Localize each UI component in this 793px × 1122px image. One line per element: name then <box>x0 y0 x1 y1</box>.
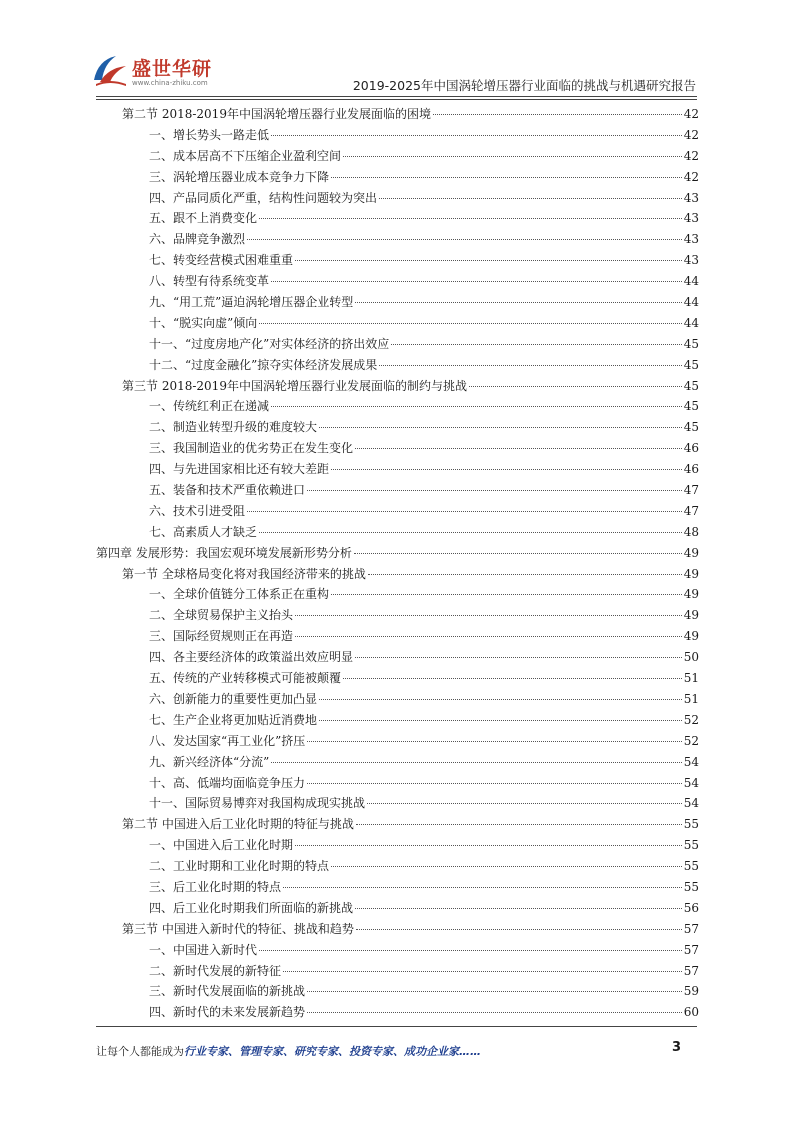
toc-entry[interactable] <box>96 355 699 376</box>
toc-entry[interactable] <box>96 689 699 710</box>
toc-dot-leader <box>367 803 682 804</box>
toc-dot-leader <box>356 824 682 825</box>
toc-entry-title: 一、中国进入后工业化时期 <box>149 838 294 853</box>
toc-entry[interactable] <box>96 104 699 125</box>
toc-entry-title: 四、后工业化时期我们所面临的新挑战 <box>149 900 354 915</box>
toc-entry-title: 一、增长势头一路走低 <box>149 127 270 142</box>
toc-dot-leader <box>355 908 682 909</box>
toc-entry-title: 四、产品同质化严重，结构性问题较为突出 <box>149 190 378 205</box>
toc-dot-leader <box>391 344 681 345</box>
footer-slogan-emphasis: 行业专家、管理专家、研究专家、投资专家、成功企业家…… <box>184 1045 481 1058</box>
toc-entry-page: 46 <box>683 441 699 456</box>
toc-entry-page: 57 <box>683 963 699 978</box>
toc-entry-title: 八、发达国家“再工业化”挤压 <box>149 733 306 748</box>
toc-entry-page: 55 <box>683 838 699 853</box>
toc-entry-title: 六、技术引进受阻 <box>149 503 246 518</box>
toc-dot-leader <box>331 594 682 595</box>
toc-dot-leader <box>355 657 682 658</box>
toc-entry-page: 45 <box>683 336 699 351</box>
toc-entry-page: 49 <box>683 545 699 560</box>
toc-entry-page: 43 <box>683 253 699 268</box>
toc-entry-page: 44 <box>683 295 699 310</box>
toc-entry-page: 54 <box>683 754 699 769</box>
toc-dot-leader <box>295 260 682 261</box>
toc-dot-leader <box>343 678 682 679</box>
toc-entry[interactable] <box>96 773 699 794</box>
toc-entry-page: 59 <box>683 984 699 999</box>
page-number: 3 <box>671 1040 681 1055</box>
toc-entry-title: 三、涡轮增压器业成本竞争力下降 <box>149 169 330 184</box>
toc-entry[interactable] <box>96 668 699 689</box>
toc-entry[interactable] <box>96 1002 699 1023</box>
toc-entry[interactable] <box>96 961 699 982</box>
toc-entry[interactable] <box>96 626 699 647</box>
toc-entry-page: 43 <box>683 232 699 247</box>
toc-entry[interactable] <box>96 480 699 501</box>
toc-dot-leader <box>356 929 682 930</box>
toc-dot-leader <box>355 448 682 449</box>
toc-entry-title: 一、传统红利正在递减 <box>149 399 270 414</box>
toc-dot-leader <box>259 950 682 951</box>
toc-dot-leader <box>271 762 681 763</box>
toc-entry-page: 43 <box>683 211 699 226</box>
toc-entry[interactable] <box>96 417 699 438</box>
toc-entry-title: 一、全球价值链分工体系正在重构 <box>149 587 330 602</box>
toc-entry[interactable] <box>96 752 699 773</box>
toc-entry[interactable] <box>96 605 699 626</box>
toc-dot-leader <box>307 783 682 784</box>
toc-entry-page: 44 <box>683 315 699 330</box>
toc-entry-title: 九、新兴经济体“分流” <box>149 754 270 769</box>
toc-entry-page: 48 <box>683 524 699 539</box>
toc-entry[interactable] <box>96 292 699 313</box>
toc-entry-title: 第三节 中国进入新时代的特征、挑战和趋势 <box>122 921 354 936</box>
toc-entry[interactable] <box>96 877 699 898</box>
toc-dot-leader <box>319 427 682 428</box>
toc-entry[interactable] <box>96 981 699 1002</box>
toc-entry-page: 49 <box>683 566 699 581</box>
toc-entry[interactable] <box>96 856 699 877</box>
toc-dot-leader <box>247 511 682 512</box>
toc-entry-title: 十、高、低端均面临竞争压力 <box>149 775 306 790</box>
toc-entry-title: 七、转变经营模式困难重重 <box>149 253 294 268</box>
toc-entry-page: 49 <box>683 608 699 623</box>
toc-entry[interactable] <box>96 647 699 668</box>
toc-entry[interactable] <box>96 501 699 522</box>
toc-entry-page: 55 <box>683 859 699 874</box>
toc-entry[interactable] <box>96 710 699 731</box>
toc-entry-title: 三、新时代发展面临的新挑战 <box>149 984 306 999</box>
toc-entry-title: 四、各主要经济体的政策溢出效应明显 <box>149 650 354 665</box>
toc-entry-title: 第二节 2018-2019年中国涡轮增压器行业发展面临的困境 <box>122 107 431 121</box>
toc-entry[interactable] <box>96 229 699 250</box>
page-header <box>0 0 793 110</box>
toc-entry-page: 49 <box>683 629 699 644</box>
toc-entry-title: 第二节 中国进入后工业化时期的特征与挑战 <box>122 817 354 832</box>
toc-entry[interactable] <box>96 459 699 480</box>
logo-url: www.china-zhiku.com <box>132 79 208 87</box>
toc-entry-page: 45 <box>683 399 699 414</box>
toc-entry-page: 57 <box>683 921 699 936</box>
company-logo <box>90 50 230 102</box>
toc-entry-page: 55 <box>683 879 699 894</box>
toc-dot-leader <box>379 365 681 366</box>
toc-entry[interactable] <box>96 814 699 835</box>
toc-entry-title: 六、品牌竞争激烈 <box>149 232 246 247</box>
toc-entry-page: 54 <box>683 796 699 811</box>
footer-slogan <box>96 1043 481 1059</box>
toc-entry-title: 第三节 2018-2019年中国涡轮增压器行业发展面临的制约与挑战 <box>122 378 467 393</box>
toc-dot-leader <box>379 198 682 199</box>
toc-entry-page: 51 <box>683 691 699 706</box>
toc-dot-leader <box>271 406 682 407</box>
toc-entry-title: 三、国际经贸规则正在再造 <box>149 629 294 644</box>
toc-entry[interactable] <box>96 731 699 752</box>
toc-dot-leader <box>271 135 682 136</box>
toc-entry-page: 42 <box>683 148 699 163</box>
toc-dot-leader <box>331 469 682 470</box>
toc-entry-page: 42 <box>683 169 699 184</box>
toc-entry-page: 42 <box>683 127 699 142</box>
toc-entry-page: 45 <box>683 378 699 393</box>
toc-entry-page: 47 <box>683 483 699 498</box>
toc-entry-title: 五、传统的产业转移模式可能被颠覆 <box>149 671 342 686</box>
header-rule <box>96 96 697 100</box>
toc-entry-page: 44 <box>683 274 699 289</box>
toc-dot-leader <box>319 699 682 700</box>
toc-dot-leader <box>331 866 682 867</box>
toc-entry-title: 六、创新能力的重要性更加凸显 <box>149 691 318 706</box>
toc-entry[interactable] <box>96 167 699 188</box>
toc-dot-leader <box>295 636 682 637</box>
toc-entry[interactable] <box>96 564 699 585</box>
toc-entry-title: 十、“脱实向虚”倾向 <box>149 315 258 330</box>
toc-dot-leader <box>307 991 682 992</box>
toc-entry[interactable] <box>96 396 699 417</box>
toc-dot-leader <box>307 741 681 742</box>
toc-entry-title: 四、新时代的未来发展新趋势 <box>149 1005 306 1020</box>
toc-dot-leader <box>368 574 682 575</box>
toc-dot-leader <box>319 720 682 721</box>
toc-entry[interactable] <box>96 543 699 564</box>
toc-entry-page: 60 <box>683 1005 699 1020</box>
toc-entry-page: 42 <box>683 107 699 121</box>
toc-entry-page: 45 <box>683 357 699 372</box>
toc-entry-title: 二、制造业转型升级的难度较大 <box>149 420 318 435</box>
toc-entry-page: 52 <box>683 733 699 748</box>
toc-entry[interactable] <box>96 438 699 459</box>
footer-rule <box>96 1026 697 1027</box>
toc-dot-leader <box>295 845 682 846</box>
toc-entry-page: 49 <box>683 587 699 602</box>
toc-entry[interactable] <box>96 376 699 397</box>
toc-entry-page: 54 <box>683 775 699 790</box>
toc-entry-title: 十一、“过度房地产化”对实体经济的挤出效应 <box>149 336 390 351</box>
toc-entry[interactable] <box>96 188 699 209</box>
toc-dot-leader <box>307 490 682 491</box>
toc-entry-title: 三、我国制造业的优劣势正在发生变化 <box>149 441 354 456</box>
toc-entry-page: 56 <box>683 900 699 915</box>
toc-dot-leader <box>433 114 682 115</box>
toc-entry-title: 二、工业时期和工业化时期的特点 <box>149 859 330 874</box>
toc-dot-leader <box>469 386 682 387</box>
toc-entry[interactable] <box>96 835 699 856</box>
toc-entry[interactable] <box>96 898 699 919</box>
toc-entry[interactable] <box>96 125 699 146</box>
toc-entry-title: 二、全球贸易保护主义抬头 <box>149 608 294 623</box>
toc-entry-title: 九、“用工荒”逼迫涡轮增压器企业转型 <box>149 295 354 310</box>
toc-dot-leader <box>283 887 682 888</box>
toc-dot-leader <box>343 156 682 157</box>
footer-slogan-prefix: 让每个人都能成为 <box>96 1045 184 1058</box>
toc-entry-page: 52 <box>683 712 699 727</box>
toc-entry-page: 43 <box>683 190 699 205</box>
book-logo-icon <box>90 50 130 90</box>
toc-entry[interactable] <box>96 271 699 292</box>
toc-entry[interactable] <box>96 522 699 543</box>
toc-dot-leader <box>331 177 682 178</box>
toc-entry[interactable] <box>96 208 699 229</box>
toc-entry-title: 七、生产企业将更加贴近消费地 <box>149 712 318 727</box>
logo-name: 盛世华研 <box>132 58 213 80</box>
toc-entry-title: 四、与先进国家相比还有较大差距 <box>149 462 330 477</box>
toc-entry[interactable] <box>96 584 699 605</box>
toc-entry-title: 第四章 发展形势：我国宏观环境发展新形势分析 <box>96 545 352 560</box>
toc-entry-title: 十一、国际贸易博弈对我国构成现实挑战 <box>149 796 366 811</box>
toc-entry-title: 五、跟不上消费变化 <box>149 211 258 226</box>
toc-dot-leader <box>283 971 682 972</box>
toc-dot-leader <box>354 553 682 554</box>
toc-entry-page: 50 <box>683 650 699 665</box>
toc-entry-title: 一、中国进入新时代 <box>149 942 258 957</box>
toc-dot-leader <box>259 218 682 219</box>
toc-dot-leader <box>247 239 682 240</box>
toc-entry-page: 55 <box>683 817 699 832</box>
toc-dot-leader <box>355 302 681 303</box>
toc-entry[interactable] <box>96 146 699 167</box>
toc-entry-page: 46 <box>683 462 699 477</box>
toc-entry-title: 五、装备和技术严重依赖进口 <box>149 483 306 498</box>
toc-entry[interactable] <box>96 919 699 940</box>
toc-entry[interactable] <box>96 313 699 334</box>
toc-dot-leader <box>259 532 682 533</box>
toc-entry-page: 45 <box>683 420 699 435</box>
report-title: 2019-2025年中国涡轮增压器行业面临的挑战与机遇研究报告 <box>352 78 696 93</box>
toc-entry-title: 二、成本居高不下压缩企业盈利空间 <box>149 148 342 163</box>
toc-entry-title: 第一节 全球格局变化将对我国经济带来的挑战 <box>122 566 366 581</box>
toc-entry-page: 57 <box>683 942 699 957</box>
toc-entry-title: 二、新时代发展的新特征 <box>149 963 282 978</box>
toc-entry[interactable] <box>96 334 699 355</box>
toc-dot-leader <box>307 1012 682 1013</box>
toc-entry-title: 七、高素质人才缺乏 <box>149 524 258 539</box>
table-of-contents <box>96 104 699 1023</box>
toc-entry-title: 十二、“过度金融化”掠夺实体经济发展成果 <box>149 357 378 372</box>
toc-entry-page: 51 <box>683 671 699 686</box>
toc-entry[interactable] <box>96 940 699 961</box>
toc-entry-title: 八、转型有待系统变革 <box>149 274 270 289</box>
toc-dot-leader <box>271 281 682 282</box>
toc-dot-leader <box>259 323 681 324</box>
toc-entry-page: 47 <box>683 503 699 518</box>
toc-dot-leader <box>295 615 682 616</box>
toc-entry[interactable] <box>96 250 699 271</box>
toc-entry[interactable] <box>96 793 699 814</box>
toc-entry-title: 三、后工业化时期的特点 <box>149 879 282 894</box>
